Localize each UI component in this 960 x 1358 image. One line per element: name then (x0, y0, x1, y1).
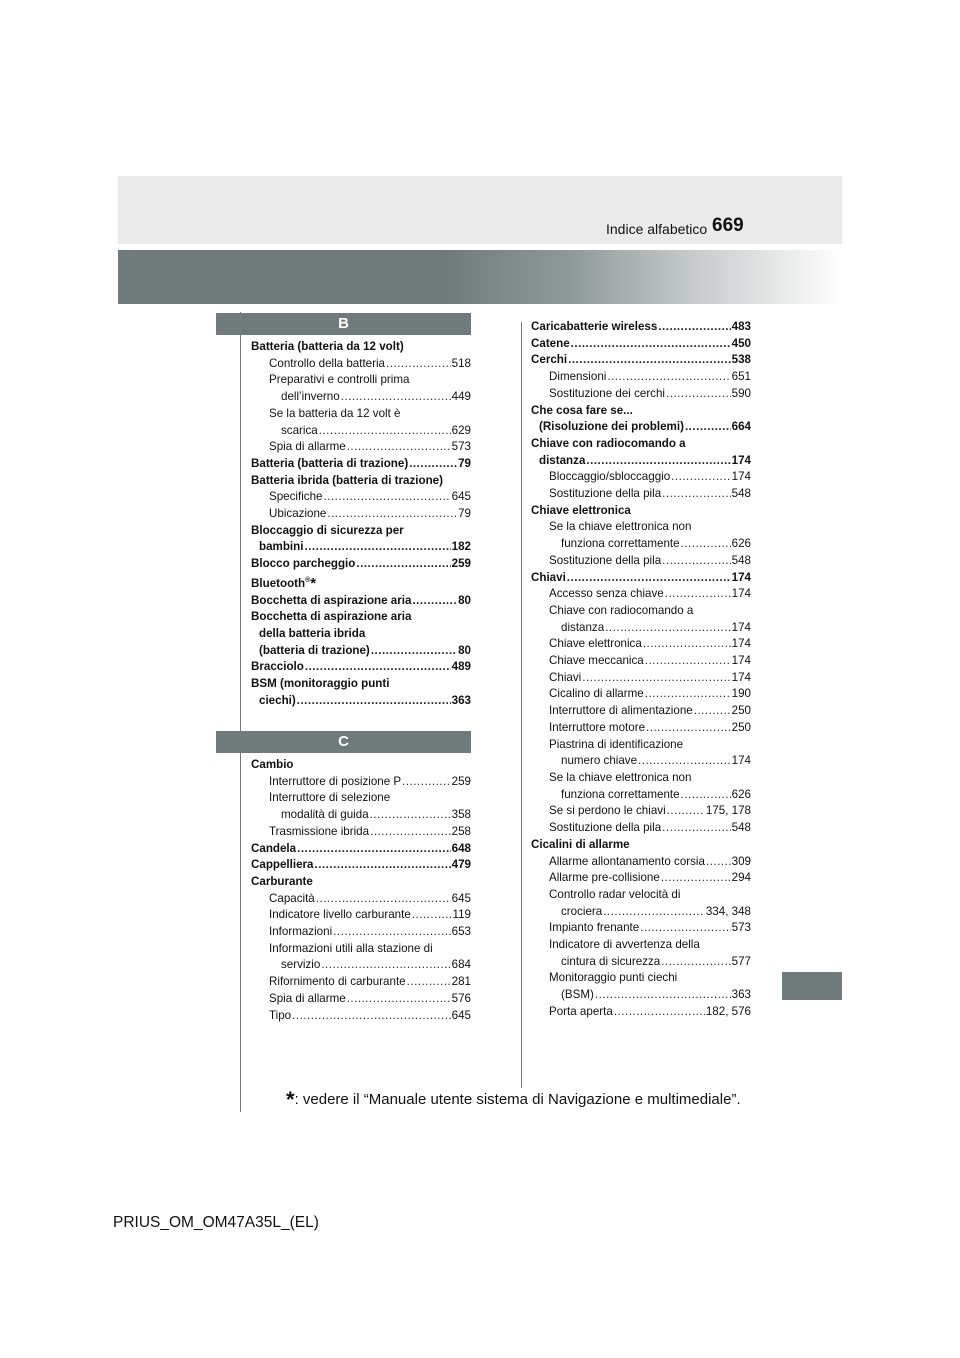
index-heading: Batteria (batteria da 12 volt) (251, 340, 404, 353)
entry-page-ref: 449 (451, 390, 471, 404)
index-heading: Batteria ibrida (batteria di trazione) (251, 473, 443, 487)
entry-term: Dimensioni (549, 370, 607, 384)
entry-page-ref: 174 (731, 637, 751, 651)
dot-leader (595, 987, 731, 1004)
entry-term: distanza (539, 453, 586, 467)
index-entry (531, 469, 751, 486)
entry-page-ref: 174 (731, 453, 751, 467)
entry-page-ref: 250 (731, 720, 751, 734)
entry-page-ref: 538 (731, 353, 751, 367)
index-heading: Chiave elettronica (531, 503, 631, 517)
index-entry (531, 920, 751, 937)
dot-leader (681, 787, 731, 804)
dot-leader (347, 991, 451, 1008)
dot-leader (607, 369, 730, 386)
entry-term: distanza (561, 620, 605, 634)
dot-leader (304, 539, 450, 556)
index-heading: Se la batteria da 12 volt è (269, 406, 401, 420)
entry-page-ref: 479 (451, 858, 471, 872)
entry-term: Cerchi (531, 353, 568, 367)
entry-page-ref: 294 (731, 871, 751, 885)
entry-page-ref: 250 (731, 704, 751, 718)
entry-term: Batteria (batteria di trazione) (251, 456, 409, 470)
entry-page-ref: 577 (731, 954, 751, 968)
index-entry (531, 870, 751, 887)
index-entry (531, 636, 751, 653)
entry-page-ref: 651 (731, 370, 751, 384)
entry-page-ref: 79 (458, 456, 471, 470)
index-entry (531, 536, 751, 553)
dot-leader (370, 824, 451, 841)
index-entry (531, 653, 751, 670)
entry-page-ref: 684 (451, 958, 471, 972)
footnote-text: : vedere il “Manuale utente sistema di Navigazione e multimediale”. (294, 1091, 741, 1108)
dot-leader (319, 423, 451, 440)
entry-page-ref: 664 (731, 420, 751, 434)
entry-term: Trasmissione ibrida (269, 824, 370, 838)
entry-page-ref: 174 (731, 570, 751, 584)
index-entry (251, 356, 471, 373)
entry-term: Chiavi (531, 570, 566, 584)
index-heading: Carburante (251, 874, 313, 888)
dot-leader (341, 389, 451, 406)
index-heading: Informazioni utili alla stazione di (269, 941, 433, 955)
entry-term: crociera (561, 904, 603, 918)
entry-term: Chiavi (549, 670, 582, 684)
entry-term: dell’inverno (281, 390, 340, 404)
dot-leader (645, 653, 731, 670)
entry-page-ref: 626 (731, 537, 751, 551)
index-entry (531, 703, 751, 720)
entry-term: Bluetooth (251, 576, 306, 590)
entry-term: servizio (281, 958, 321, 972)
entry-page-ref: 450 (731, 336, 751, 350)
entry-page-ref: 80 (458, 643, 471, 657)
entry-term: Sostituzione della pila (549, 487, 662, 501)
entry-term: Controllo della batteria (269, 356, 386, 370)
index-heading: Bocchetta di aspirazione aria (251, 610, 412, 624)
entry-page-ref: 174 (731, 654, 751, 668)
index-entry (531, 670, 751, 687)
dot-leader (315, 857, 451, 874)
index-entry (251, 857, 471, 874)
entry-term: Sostituzione della pila (549, 553, 662, 567)
index-entry (531, 586, 751, 603)
index-entry (251, 841, 471, 858)
index-column-left-b (251, 339, 471, 709)
index-heading: Indicatore di avvertenza della (549, 938, 700, 952)
dot-leader (645, 686, 731, 703)
dot-leader (667, 803, 705, 820)
dot-leader (658, 319, 730, 336)
index-entry (251, 556, 471, 573)
index-entry (251, 807, 471, 824)
dot-leader (567, 570, 731, 587)
entry-term: scarica (281, 423, 318, 437)
entry-term: Chiave meccanica (549, 654, 644, 668)
dot-leader (665, 586, 731, 603)
entry-term: funziona correttamente (561, 787, 680, 801)
index-entry (531, 369, 751, 386)
index-entry (251, 1008, 471, 1025)
entry-term: Cicalino di allarme (549, 687, 644, 701)
entry-term: Spia di allarme (269, 440, 346, 454)
index-heading: BSM (monitoraggio punti (251, 677, 390, 691)
entry-term: (BSM) (561, 988, 594, 1002)
entry-page-ref: 573 (451, 440, 471, 454)
dot-leader (305, 659, 451, 676)
entry-term: Catene (531, 336, 570, 350)
entry-term: Interruttore di posizione P (269, 774, 402, 788)
entry-page-ref: 79 (458, 507, 471, 521)
entry-term: bambini (259, 540, 304, 554)
index-column-right (531, 319, 751, 1021)
entry-term: Sostituzione della pila (549, 821, 662, 835)
entry-term: Interruttore motore (549, 720, 646, 734)
index-entry (251, 774, 471, 791)
dot-leader (292, 1008, 451, 1025)
dot-leader (321, 957, 450, 974)
index-entry (531, 386, 751, 403)
entry-page-ref: 258 (451, 824, 471, 838)
entry-term: Impianto frenante (549, 921, 640, 935)
dot-leader (370, 807, 451, 824)
dot-leader (614, 1004, 705, 1021)
entry-page-ref: 363 (731, 988, 751, 1002)
dot-leader (646, 720, 731, 737)
index-entry (531, 753, 751, 770)
entry-page-ref: 358 (451, 808, 471, 822)
entry-term: Informazioni (269, 925, 333, 939)
entry-term: Specifiche (269, 490, 323, 504)
entry-page-ref: 489 (451, 660, 471, 674)
index-heading: Che cosa fare se... (531, 403, 633, 417)
dot-leader (662, 486, 731, 503)
index-heading: Cambio (251, 758, 294, 771)
entry-page-ref: 590 (731, 386, 751, 400)
entry-term: Accesso senza chiave (549, 587, 664, 601)
registered-mark: ® (305, 576, 311, 584)
dot-leader (661, 870, 731, 887)
entry-page-ref: 576 (451, 991, 471, 1005)
dot-leader (402, 774, 451, 791)
index-entry (531, 854, 751, 871)
dot-leader (671, 469, 730, 486)
index-heading: della batteria ibrida (259, 626, 366, 640)
entry-term: Sostituzione dei cerchi (549, 386, 665, 400)
column-divider (521, 322, 522, 1088)
entry-page-ref: 259 (451, 557, 471, 571)
dot-leader (662, 553, 731, 570)
dot-leader (412, 593, 457, 610)
dot-leader (297, 693, 451, 710)
dot-leader (586, 453, 730, 470)
index-entry (531, 803, 751, 820)
index-entry (531, 486, 751, 503)
dot-leader (327, 506, 457, 523)
entry-term: (Risoluzione dei problemi) (539, 420, 684, 434)
index-heading: Chiave con radiocomando a (549, 603, 694, 617)
index-entry (251, 924, 471, 941)
dot-leader (666, 386, 731, 403)
entry-page-ref: 174 (731, 670, 751, 684)
entry-page-ref: 548 (731, 821, 751, 835)
index-entry (531, 570, 751, 587)
dot-leader (371, 643, 457, 660)
entry-term: Chiave elettronica (549, 637, 642, 651)
entry-page-ref: 548 (731, 553, 751, 567)
entry-page-ref: 645 (451, 490, 471, 504)
index-entry (251, 506, 471, 523)
entry-term: Allarme pre-collisione (549, 871, 660, 885)
entry-page-ref: 653 (451, 925, 471, 939)
entry-term: funziona correttamente (561, 537, 680, 551)
chapter-band (118, 250, 842, 304)
dot-leader (347, 439, 451, 456)
entry-page-ref: 483 (731, 320, 751, 333)
dot-leader (681, 536, 731, 553)
index-entry (251, 539, 471, 556)
dot-leader (694, 703, 731, 720)
entry-page-ref: 626 (731, 787, 751, 801)
entry-term: ciechi) (259, 693, 296, 707)
entry-page-ref: 334, 348 (705, 904, 751, 918)
entry-term: Candela (251, 841, 297, 855)
index-heading: Interruttore di selezione (269, 791, 391, 805)
dot-leader (386, 356, 451, 373)
entry-term: Spia di allarme (269, 991, 346, 1005)
index-entry (251, 824, 471, 841)
index-entry (251, 907, 471, 924)
left-margin-rule (240, 312, 241, 1112)
dot-leader (643, 636, 731, 653)
index-entry (251, 389, 471, 406)
dot-leader (661, 954, 730, 971)
dot-leader (316, 891, 451, 908)
entry-term: Indicatore livello carburante (269, 908, 411, 922)
entry-page-ref: 175, 178 (705, 804, 751, 818)
entry-term: Porta aperta (549, 1004, 613, 1018)
index-entry (531, 954, 751, 971)
page-number: 669 (712, 215, 744, 236)
entry-page-ref: 174 (731, 470, 751, 484)
entry-term: Ubicazione (269, 507, 327, 521)
index-entry (251, 439, 471, 456)
entry-page-ref: 548 (731, 487, 751, 501)
entry-term: Se si perdono le chiavi (549, 804, 666, 818)
index-heading: Bloccaggio di sicurezza per (251, 523, 404, 537)
dot-leader (568, 352, 731, 369)
entry-page-ref: 518 (451, 356, 471, 370)
entry-term: Cappelliera (251, 858, 314, 872)
entry-term: Bracciolo (251, 660, 304, 674)
entry-term: cintura di sicurezza (561, 954, 661, 968)
entry-page-ref: 190 (731, 687, 751, 701)
entry-term: Blocco parcheggio (251, 557, 356, 571)
dot-leader (571, 336, 731, 353)
index-heading: Controllo radar velocità di (549, 887, 681, 901)
index-entry (251, 593, 471, 610)
index-entry (531, 419, 751, 436)
index-entry (251, 456, 471, 473)
dot-leader (685, 419, 731, 436)
index-entry (251, 891, 471, 908)
dot-leader (582, 670, 730, 687)
index-entry (531, 686, 751, 703)
index-entry (531, 987, 751, 1004)
entry-term: Capacità (269, 891, 315, 905)
index-entry (531, 720, 751, 737)
entry-page-ref: 174 (731, 620, 751, 634)
section-letter-c: C (216, 731, 471, 753)
index-entry (251, 659, 471, 676)
index-entry (251, 991, 471, 1008)
entry-page-ref: 645 (451, 891, 471, 905)
index-entry (251, 974, 471, 991)
index-entry (251, 423, 471, 440)
index-entry (531, 336, 751, 353)
entry-page-ref: 80 (458, 593, 471, 607)
entry-term: Interruttore di alimentazione (549, 704, 693, 718)
entry-page-ref: 281 (451, 975, 471, 989)
index-entry (251, 573, 471, 593)
dot-leader (638, 753, 731, 770)
entry-term: Bocchetta di aspirazione aria (251, 593, 412, 607)
chapter-tab-marker (782, 972, 842, 1000)
dot-leader (605, 620, 730, 637)
index-entry (531, 904, 751, 921)
index-heading: Se la chiave elettronica non (549, 520, 692, 534)
index-entry (531, 620, 751, 637)
dot-leader (333, 924, 451, 941)
dot-leader (662, 820, 731, 837)
entry-page-ref: 174 (731, 587, 751, 601)
dot-leader (412, 907, 452, 924)
entry-page-ref: 648 (451, 841, 471, 855)
index-heading: Cicalini di allarme (531, 837, 630, 851)
entry-page-ref: 629 (451, 423, 471, 437)
index-entry (531, 319, 751, 336)
entry-page-ref: 182, 576 (705, 1004, 751, 1018)
dot-leader (297, 841, 451, 858)
entry-term: numero chiave (561, 754, 638, 768)
entry-term: Caricabatterie wireless (531, 320, 658, 333)
footnote-asterisk: * (286, 1087, 295, 1112)
dot-leader (407, 974, 451, 991)
document-id: PRIUS_OM_OM47A35L_(EL) (113, 1214, 319, 1231)
dot-leader (603, 904, 705, 921)
dot-leader (409, 456, 457, 473)
entry-term: (batteria di trazione) (259, 643, 370, 657)
index-heading: Se la chiave elettronica non (549, 770, 692, 784)
footnote (286, 1089, 741, 1111)
index-entry (251, 957, 471, 974)
section-letter-b: B (216, 313, 471, 335)
index-entry (251, 489, 471, 506)
entry-page-ref: 573 (731, 921, 751, 935)
index-entry (531, 553, 751, 570)
entry-page-ref: 259 (451, 774, 471, 788)
dot-leader (356, 556, 450, 573)
entry-term: Bloccaggio/sbloccaggio (549, 470, 671, 484)
index-entry (531, 453, 751, 470)
entry-term: Rifornimento di carburante (269, 975, 406, 989)
entry-term: Tipo (269, 1008, 292, 1022)
index-entry (531, 1004, 751, 1021)
section-title: Indice alfabetico (606, 221, 708, 237)
entry-page-ref: 309 (731, 854, 751, 868)
index-entry (251, 693, 471, 710)
entry-term: Allarme allontanamento corsia (549, 854, 705, 868)
index-entry (531, 352, 751, 369)
index-heading: Piastrina di identificazione (549, 737, 684, 751)
dot-leader (706, 854, 731, 871)
entry-term: modalità di guida (281, 808, 369, 822)
index-entry (531, 820, 751, 837)
entry-page-ref: 645 (451, 1008, 471, 1022)
dot-leader (324, 489, 451, 506)
entry-page-ref: 119 (452, 908, 471, 922)
index-entry (251, 643, 471, 660)
index-entry (531, 787, 751, 804)
footnote-asterisk: * (310, 574, 317, 592)
index-heading: Monitoraggio punti ciechi (549, 971, 678, 985)
index-heading: Chiave con radiocomando a (531, 436, 686, 450)
index-column-left-c (251, 757, 471, 1024)
entry-page-ref: 174 (731, 754, 751, 768)
entry-page-ref: 182 (451, 540, 471, 554)
index-heading: Preparativi e controlli prima (269, 373, 410, 387)
entry-page-ref: 363 (451, 693, 471, 707)
dot-leader (640, 920, 730, 937)
